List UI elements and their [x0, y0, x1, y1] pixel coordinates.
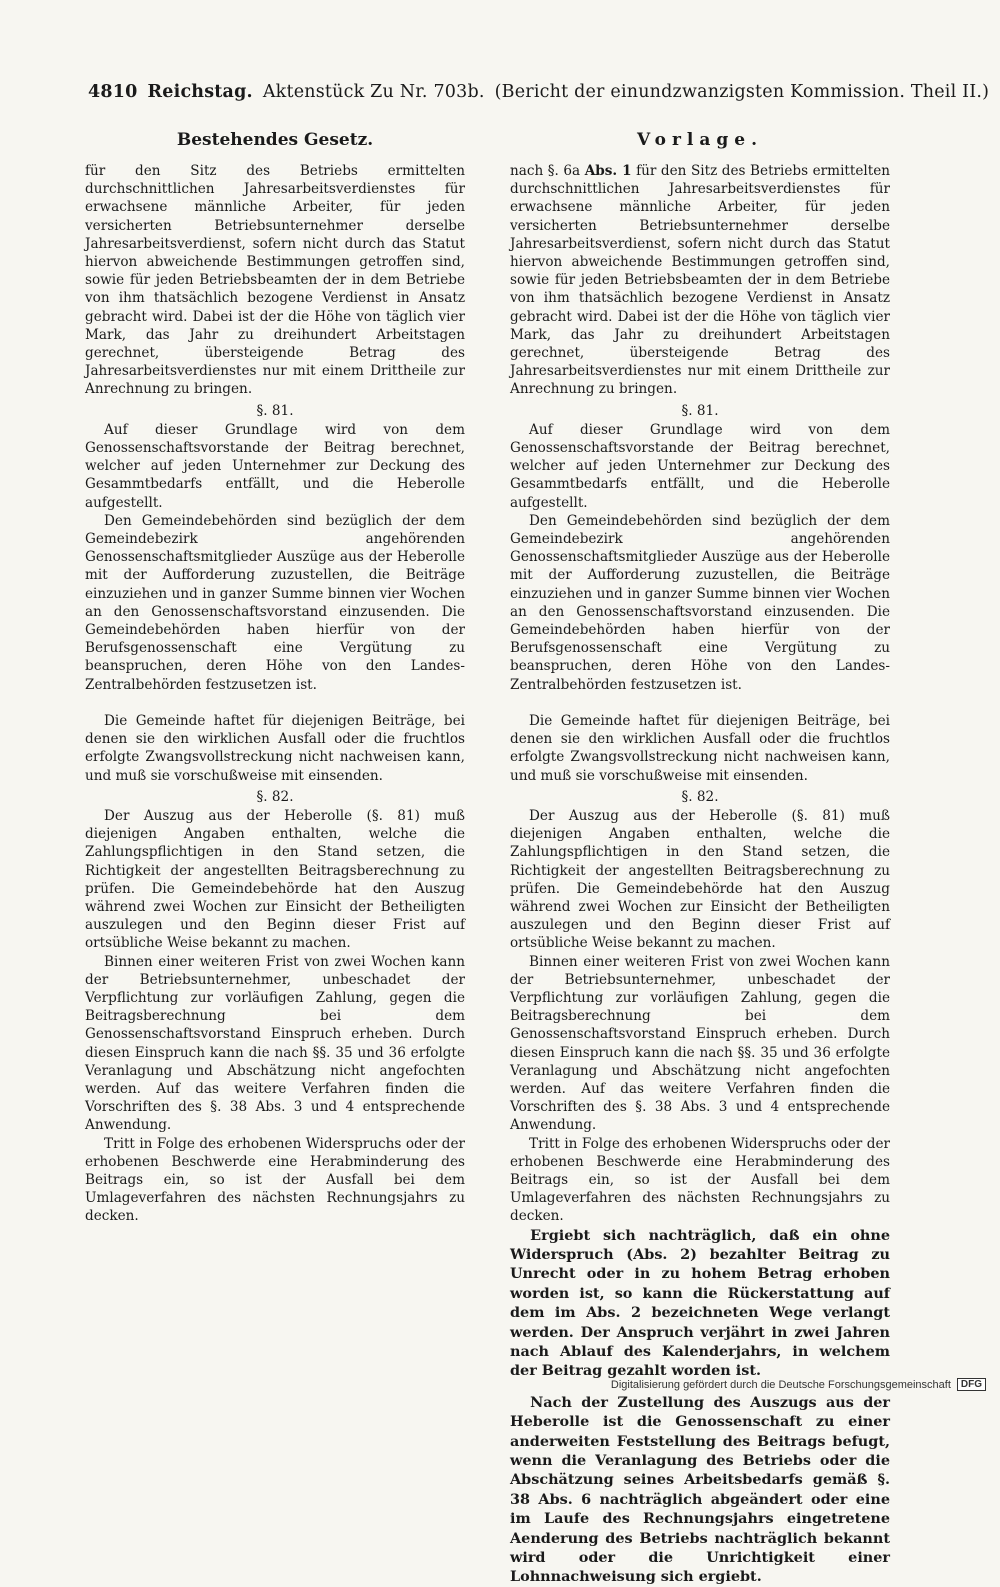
footer-credit: Digitalisierung gefördert durch die Deutsche Forschungsgemeinschaft: [610, 1378, 951, 1391]
publication-name: Reichstag.: [147, 82, 253, 102]
report-reference: (Bericht der einundzwanzigsten Kommission. Theil II.): [494, 82, 990, 102]
left-paragraph-1: für den Sitz des Betriebs ermittelten durchschnittlichen Jahresarbeitsverdienstes für erwachsene männliche Arbeiter, für jeden versicherten Betriebsunternehmer derselbe Jahresarbeitsverdienst, sofern nicht durch das Statut hiervon abweichende Bestimmungen getroffen sind, sowie für jeden Betriebsbeamten der in dem Betriebe von ihm thatsächlich bezogene Verdienst in Ansatz gebracht wird. Dabei ist der die Höhe von täglich vier Mark, das Jahr zu dreihundert Arbeitstagen gerechnet, übersteigende Betrag des Jahresarbeitsverdienstes nur mit einem Drittheile zur Anrechnung zu bringen.: [85, 163, 465, 398]
left-column: [85, 128, 465, 1226]
dfg-logo: DFG: [957, 1378, 986, 1391]
left-paragraph-4: Die Gemeinde haftet für diejenigen Beiträge, bei denen sie den wirklichen Ausfall oder die fruchtlos erfolgte Zwangsvollstreckung nicht nachweisen kann, und muß sie vorschußweise mit einsenden.: [85, 712, 465, 784]
left-paragraph-3: Den Gemeindebehörden sind bezüglich der dem Gemeindebezirk angehörenden Genossenschaftsmitglieder Auszüge aus der Heberolle mit der Aufforderung zuzustellen, die Beiträge einzuziehen und in ganzer Summe binnen vier Wochen an den Genossenschaftsvorstand einzusenden. Die Gemeindebehörden haben hierfür von der Berufsgenossenschaft eine Vergütung zu beanspruchen, deren Höhe von den Landes-Zentralbehörden festzusetzen ist.: [85, 512, 465, 693]
right-paragraph-7: Tritt in Folge des erhobenen Widerspruchs oder der erhobenen Beschwerde eine Herabminderung des Beitrags ein, so ist der Ausfall bei dem Umlageverfahren des nächsten Rechnungsjahrs zu decken.: [510, 1135, 890, 1225]
left-paragraph-5: Der Auszug aus der Heberolle (§. 81) muß diejenigen Angaben enthalten, welche die Zahlungspflichtigen in den Stand setzen, die Richtigkeit der angestellten Beitragsberechnung zu prüfen. Die Gemeindebehörde hat den Auszug während zwei Wochen zur Einsicht der Betheiligten auszulegen und den Beginn dieser Frist auf ortsübliche Weise bekannt zu machen.: [85, 807, 465, 952]
right-section-82: §. 82.: [681, 788, 719, 805]
left-paragraph-2: Auf dieser Grundlage wird von dem Genossenschaftsvorstande der Beitrag berechnet, welcher auf jeden Unternehmer zur Deckung des Gesammtbedarfs entfällt, und die Heberolle aufgestellt.: [85, 421, 465, 511]
left-paragraph-6: Binnen einer weiteren Frist von zwei Wochen kann der Betriebsunternehmer, unbeschadet der Verpflichtung zur vorläufigen Zahlung, gegen die Beitragsberechnung bei dem Genossenschaftsvorstand Einspruch erheben. Durch diesen Einspruch kann die nach §§. 35 und 36 erfolgte Veranlagung und Abschätzung nicht angefochten werden. Auf das weitere Verfahren finden die Vorschriften des §. 38 Abs. 3 und 4 entsprechende Anwendung.: [85, 953, 465, 1134]
left-section-82: §. 82.: [256, 788, 294, 805]
right-paragraph-8-amendment: Ergiebt sich nachträglich, daß ein ohne Widerspruch (Abs. 2) bezahlter Beitrag zu Unrecht oder in zu hohem Betrag erhoben worden ist, so kann die Rückerstattung auf dem im Abs. 2 bezeichneten Wege verlangt werden. Der Anspruch verjährt in zwei Jahren nach Ablauf des Kalenderjahrs, in welchem der Beitrag gezahlt worden ist.: [510, 1226, 890, 1380]
left-paragraph-7: Tritt in Folge des erhobenen Widerspruchs oder der erhobenen Beschwerde eine Herabminderung des Beitrags ein, so ist der Ausfall bei dem Umlageverfahren des nächsten Rechnungsjahrs zu decken.: [85, 1135, 465, 1225]
page-header: [88, 82, 990, 102]
right-paragraph-5: Der Auszug aus der Heberolle (§. 81) muß diejenigen Angaben enthalten, welche die Zahlungspflichtigen in den Stand setzen, die Richtigkeit der angestellten Beitragsberechnung zu prüfen. Die Gemeindebehörde hat den Auszug während zwei Wochen zur Einsicht der Betheiligten auszulegen und den Beginn dieser Frist auf ortsübliche Weise bekannt zu machen.: [510, 807, 890, 952]
page-number: 4810: [88, 82, 138, 102]
page-footer: [611, 1378, 986, 1391]
right-column: [510, 128, 890, 1587]
right-paragraph-1: [510, 162, 890, 399]
left-section-81: §. 81.: [256, 402, 294, 419]
right-paragraph-1-pre: nach §. 6a: [510, 163, 581, 179]
left-column-title: Bestehendes Gesetz.: [176, 130, 374, 150]
right-paragraph-6: Binnen einer weiteren Frist von zwei Wochen kann der Betriebsunternehmer, unbeschadet der Verpflichtung zur vorläufigen Zahlung, gegen die Beitragsberechnung bei dem Genossenschaftsvorstand Einspruch erheben. Durch diesen Einspruch kann die nach §§. 35 und 36 erfolgte Veranlagung und Abschätzung nicht angefochten werden. Auf das weitere Verfahren finden die Vorschriften des §. 38 Abs. 3 und 4 entsprechende Anwendung.: [510, 953, 890, 1134]
right-paragraph-1-post: für den Sitz des Betriebs ermittelten durchschnittlichen Jahresarbeitsverdienstes für erwachsene männliche Arbeiter, für jeden versicherten Betriebsunternehmer derselbe Jahresarbeitsverdienst, sofern nicht durch das Statut hiervon abweichende Bestimmungen getroffen sind, sowie für jeden Betriebsbeamten der in dem Betriebe von ihm thatsächlich bezogene Verdienst in Ansatz gebracht wird. Dabei ist der die Höhe von täglich vier Mark, das Jahr zu dreihundert Arbeitstagen gerechnet, übersteigende Betrag des Jahresarbeitsverdienstes nur mit einem Drittheile zur Anrechnung zu bringen.: [510, 163, 890, 398]
right-section-81: §. 81.: [681, 402, 719, 419]
right-paragraph-9-amendment: Nach der Zustellung des Auszugs aus der Heberolle ist die Genossenschaft zu einer anderweiten Feststellung des Beitrags befugt, wenn die Veranlagung des Betriebs oder die Abschätzung seines Arbeitsbedarfs gemäß §. 38 Abs. 6 nachträglich abgeändert oder eine im Laufe des Rechnungsjahrs eingetretene Aenderung des Betriebs nachträglich bekannt wird oder die Unrichtigkeit einer Lohnnachweisung sich ergiebt.: [510, 1393, 890, 1586]
right-paragraph-1-bold: Abs. 1: [584, 163, 632, 179]
right-paragraph-4: Die Gemeinde haftet für diejenigen Beiträge, bei denen sie den wirklichen Ausfall oder die fruchtlos erfolgte Zwangsvollstreckung nicht nachweisen kann, und muß sie vorschußweise mit einsenden.: [510, 712, 890, 784]
right-column-title: Vorlage.: [636, 130, 764, 150]
document-reference: Aktenstück Zu Nr. 703b.: [262, 82, 485, 102]
right-paragraph-2: Auf dieser Grundlage wird von dem Genossenschaftsvorstande der Beitrag berechnet, welcher auf jeden Unternehmer zur Deckung des Gesammtbedarfs entfällt, und die Heberolle aufgestellt.: [510, 421, 890, 511]
right-paragraph-3: Den Gemeindebehörden sind bezüglich der dem Gemeindebezirk angehörenden Genossenschaftsmitglieder Auszüge aus der Heberolle mit der Aufforderung zuzustellen, die Beiträge einzuziehen und in ganzer Summe binnen vier Wochen an den Genossenschaftsvorstand einzusenden. Die Gemeindebehörden haben hierfür von der Berufsgenossenschaft eine Vergütung zu beanspruchen, deren Höhe von den Landes-Zentralbehörden festzusetzen ist.: [510, 512, 890, 693]
